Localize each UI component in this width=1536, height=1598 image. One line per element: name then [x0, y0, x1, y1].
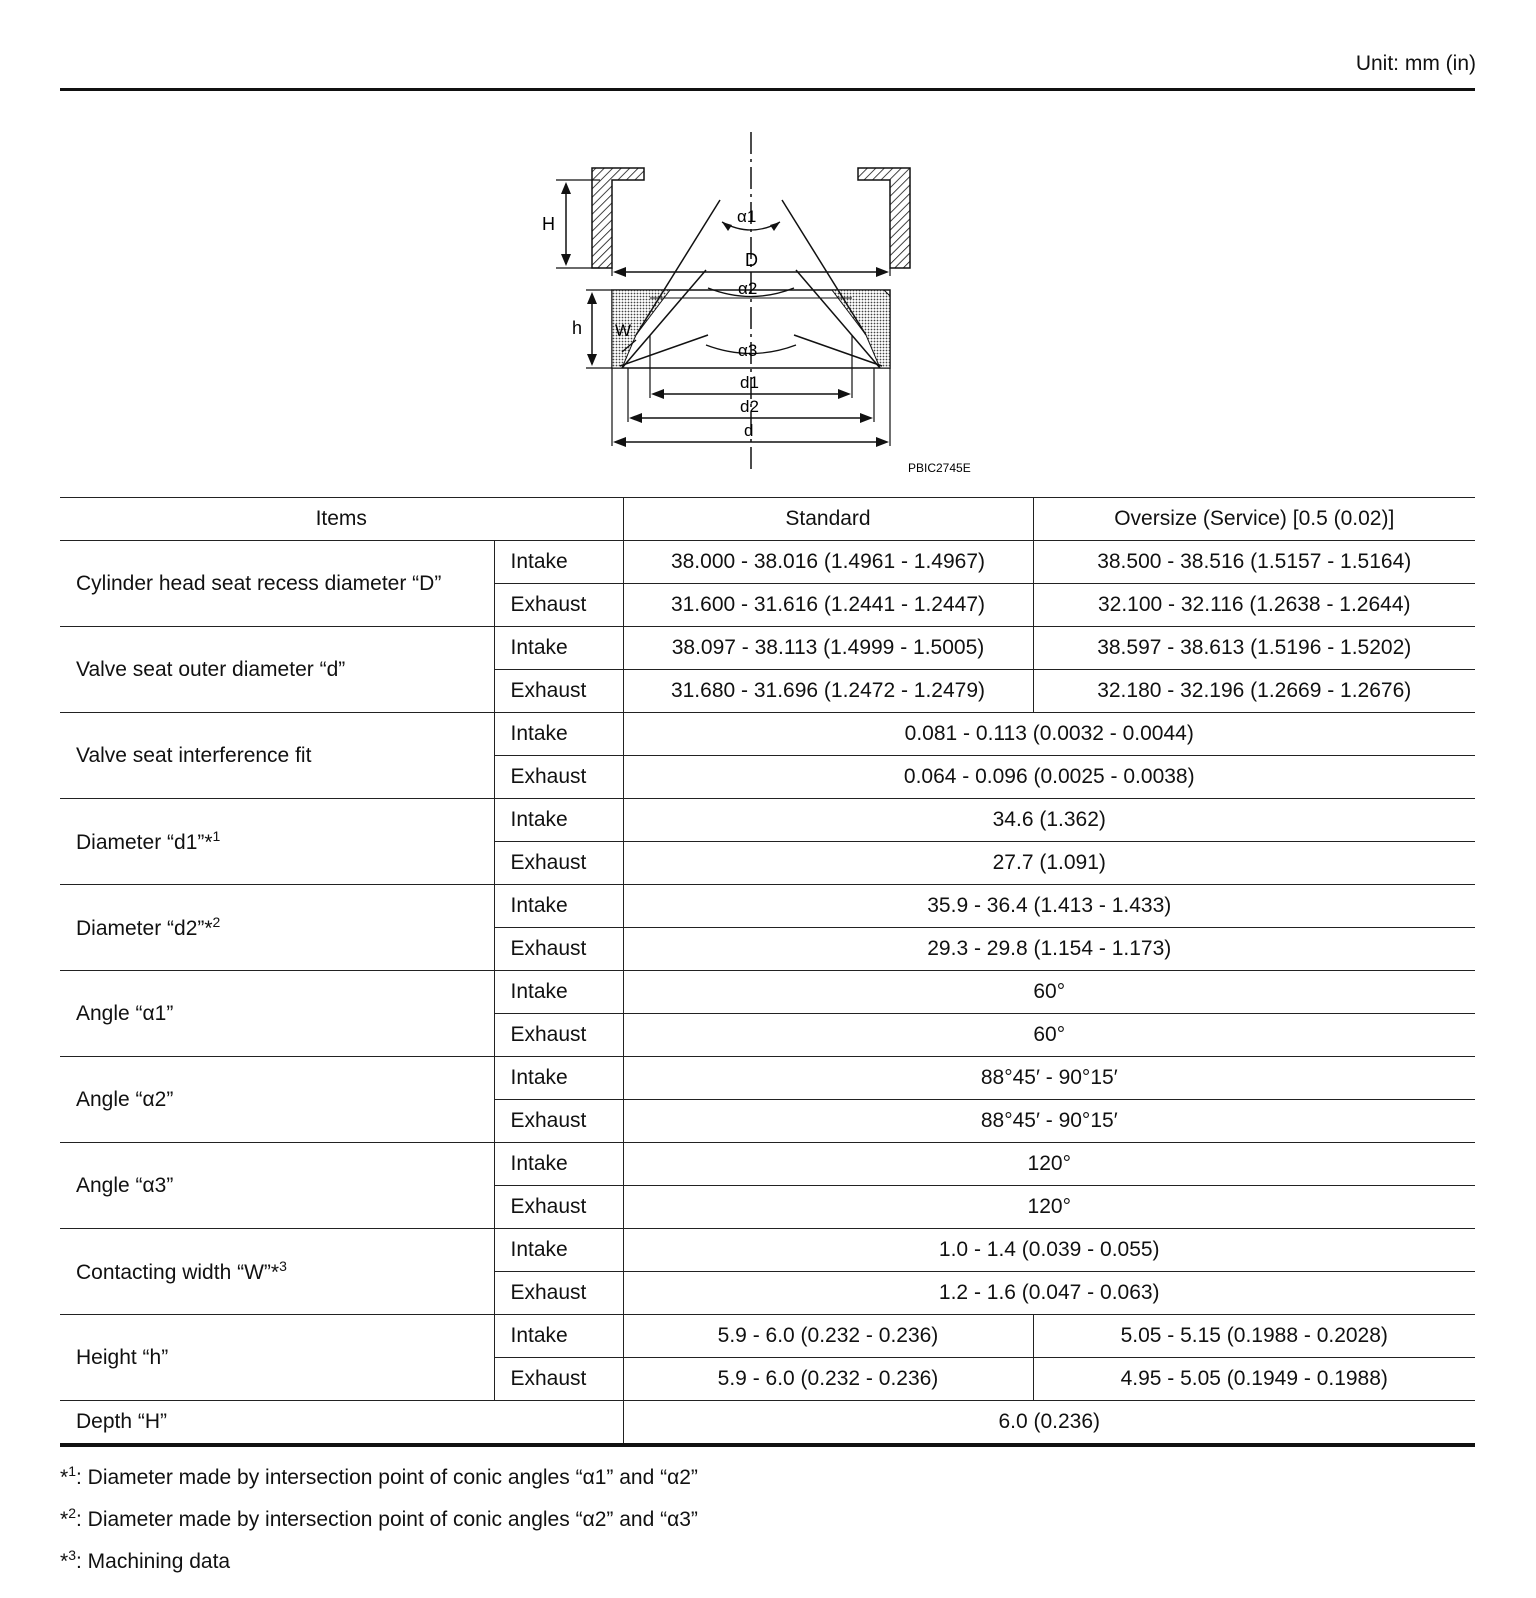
- label-a3: α3: [738, 341, 758, 360]
- row-sub-intake: Intake: [494, 541, 623, 584]
- footnote-1: *$^1$: Diameter made by intersection point of conic angles “α1” and “α2”: [60, 1463, 698, 1489]
- cell-standard: 31.600 - 31.616 (1.2441 - 1.2447): [623, 584, 1033, 627]
- footnote-3: *$^3$: Machining data: [60, 1547, 231, 1573]
- cell-oversize: 4.95 - 5.05 (0.1949 - 0.1988): [1033, 1358, 1475, 1401]
- footnote-2: *$^2$: Diameter made by intersection point of conic angles “α2” and “α3”: [60, 1505, 698, 1531]
- cell-standard: 38.000 - 38.016 (1.4961 - 1.4967): [623, 541, 1033, 584]
- table-row: [60, 799, 1475, 842]
- label-W: W: [615, 321, 632, 340]
- label-d1: d1: [740, 373, 759, 392]
- table-row: [60, 1315, 1475, 1358]
- row-sub-exhaust: Exhaust: [494, 756, 623, 799]
- row-sub-intake: Intake: [494, 1315, 623, 1358]
- valve-seat-diagram: [540, 130, 1000, 490]
- label-H: H: [542, 214, 555, 234]
- row-item: Diameter “d2”*$^2$: [60, 885, 494, 971]
- top-rule: [60, 88, 1475, 91]
- table-row: [60, 1143, 1475, 1186]
- table-row: [60, 713, 1475, 756]
- cell-value: 35.9 - 36.4 (1.413 - 1.433): [623, 885, 1475, 928]
- header-standard: Standard: [623, 498, 1033, 541]
- footnotes: [60, 1450, 698, 1576]
- cell-oversize: 38.597 - 38.613 (1.5196 - 1.5202): [1033, 627, 1475, 670]
- cell-oversize: 5.05 - 5.15 (0.1988 - 0.2028): [1033, 1315, 1475, 1358]
- cell-value: 0.081 - 0.113 (0.0032 - 0.0044): [623, 713, 1475, 756]
- row-sub-intake: Intake: [494, 1057, 623, 1100]
- row-sub-exhaust: Exhaust: [494, 1272, 623, 1315]
- cell-standard: 38.097 - 38.113 (1.4999 - 1.5005): [623, 627, 1033, 670]
- label-d2: d2: [740, 397, 759, 416]
- row-sub-intake: Intake: [494, 885, 623, 928]
- header-oversize: Oversize (Service) [0.5 (0.02)]: [1033, 498, 1475, 541]
- row-sub-exhaust: Exhaust: [494, 1014, 623, 1057]
- cell-value: 60°: [623, 1014, 1475, 1057]
- table-row: [60, 1057, 1475, 1100]
- cell-value: 88°45′ - 90°15′: [623, 1100, 1475, 1143]
- cell-value: 1.0 - 1.4 (0.039 - 0.055): [623, 1229, 1475, 1272]
- cell-oversize: 32.100 - 32.116 (1.2638 - 1.2644): [1033, 584, 1475, 627]
- row-sub-exhaust: Exhaust: [494, 584, 623, 627]
- row-sub-exhaust: Exhaust: [494, 670, 623, 713]
- label-d: d: [744, 421, 754, 440]
- unit-label: Unit: mm (in): [1355, 52, 1476, 75]
- label-h: h: [572, 318, 583, 338]
- cell-value: 60°: [623, 971, 1475, 1014]
- table-row-depth: [60, 1401, 1475, 1446]
- row-item: Height “h”: [60, 1315, 494, 1401]
- table-header-row: [60, 498, 1475, 541]
- label-a1: α1: [737, 207, 757, 226]
- cell-standard: 5.9 - 6.0 (0.232 - 0.236): [623, 1358, 1033, 1401]
- row-item: Cylinder head seat recess diameter “D”: [60, 541, 494, 627]
- row-item: Angle “α3”: [60, 1143, 494, 1229]
- cell-value: 6.0 (0.236): [623, 1401, 1475, 1446]
- row-item: Contacting width “W”*$^3$: [60, 1229, 494, 1315]
- cell-value: 1.2 - 1.6 (0.047 - 0.063): [623, 1272, 1475, 1315]
- row-item: Depth “H”: [60, 1401, 623, 1446]
- row-item: Valve seat outer diameter “d”: [60, 627, 494, 713]
- cell-value: 34.6 (1.362): [623, 799, 1475, 842]
- cell-standard: 31.680 - 31.696 (1.2472 - 1.2479): [623, 670, 1033, 713]
- label-D: D: [745, 250, 758, 270]
- row-sub-exhaust: Exhaust: [494, 842, 623, 885]
- table-row: [60, 541, 1475, 584]
- row-item: Angle “α2”: [60, 1057, 494, 1143]
- label-a2: α2: [738, 279, 758, 298]
- row-sub-intake: Intake: [494, 1229, 623, 1272]
- row-sub-intake: Intake: [494, 971, 623, 1014]
- cell-value: 120°: [623, 1143, 1475, 1186]
- cell-oversize: 38.500 - 38.516 (1.5157 - 1.5164): [1033, 541, 1475, 584]
- cell-value: 120°: [623, 1186, 1475, 1229]
- row-item: Diameter “d1”*$^1$: [60, 799, 494, 885]
- row-sub-exhaust: Exhaust: [494, 928, 623, 971]
- cell-value: 29.3 - 29.8 (1.154 - 1.173): [623, 928, 1475, 971]
- row-sub-exhaust: Exhaust: [494, 1186, 623, 1229]
- row-sub-intake: Intake: [494, 1143, 623, 1186]
- valve-seat-spec-table: [60, 497, 1475, 1447]
- cell-oversize: 32.180 - 32.196 (1.2669 - 1.2676): [1033, 670, 1475, 713]
- figure-code: PBIC2745E: [908, 461, 971, 475]
- row-item: Valve seat interference fit: [60, 713, 494, 799]
- cell-value: 27.7 (1.091): [623, 842, 1475, 885]
- table-row: [60, 627, 1475, 670]
- table-row: [60, 1229, 1475, 1272]
- row-sub-intake: Intake: [494, 799, 623, 842]
- row-sub-intake: Intake: [494, 713, 623, 756]
- cell-value: 0.064 - 0.096 (0.0025 - 0.0038): [623, 756, 1475, 799]
- row-sub-exhaust: Exhaust: [494, 1100, 623, 1143]
- row-item: Angle “α1”: [60, 971, 494, 1057]
- row-sub-exhaust: Exhaust: [494, 1358, 623, 1401]
- cell-standard: 5.9 - 6.0 (0.232 - 0.236): [623, 1315, 1033, 1358]
- row-sub-intake: Intake: [494, 627, 623, 670]
- cell-value: 88°45′ - 90°15′: [623, 1057, 1475, 1100]
- table-row: [60, 885, 1475, 928]
- header-items: Items: [60, 498, 623, 541]
- table-row: [60, 971, 1475, 1014]
